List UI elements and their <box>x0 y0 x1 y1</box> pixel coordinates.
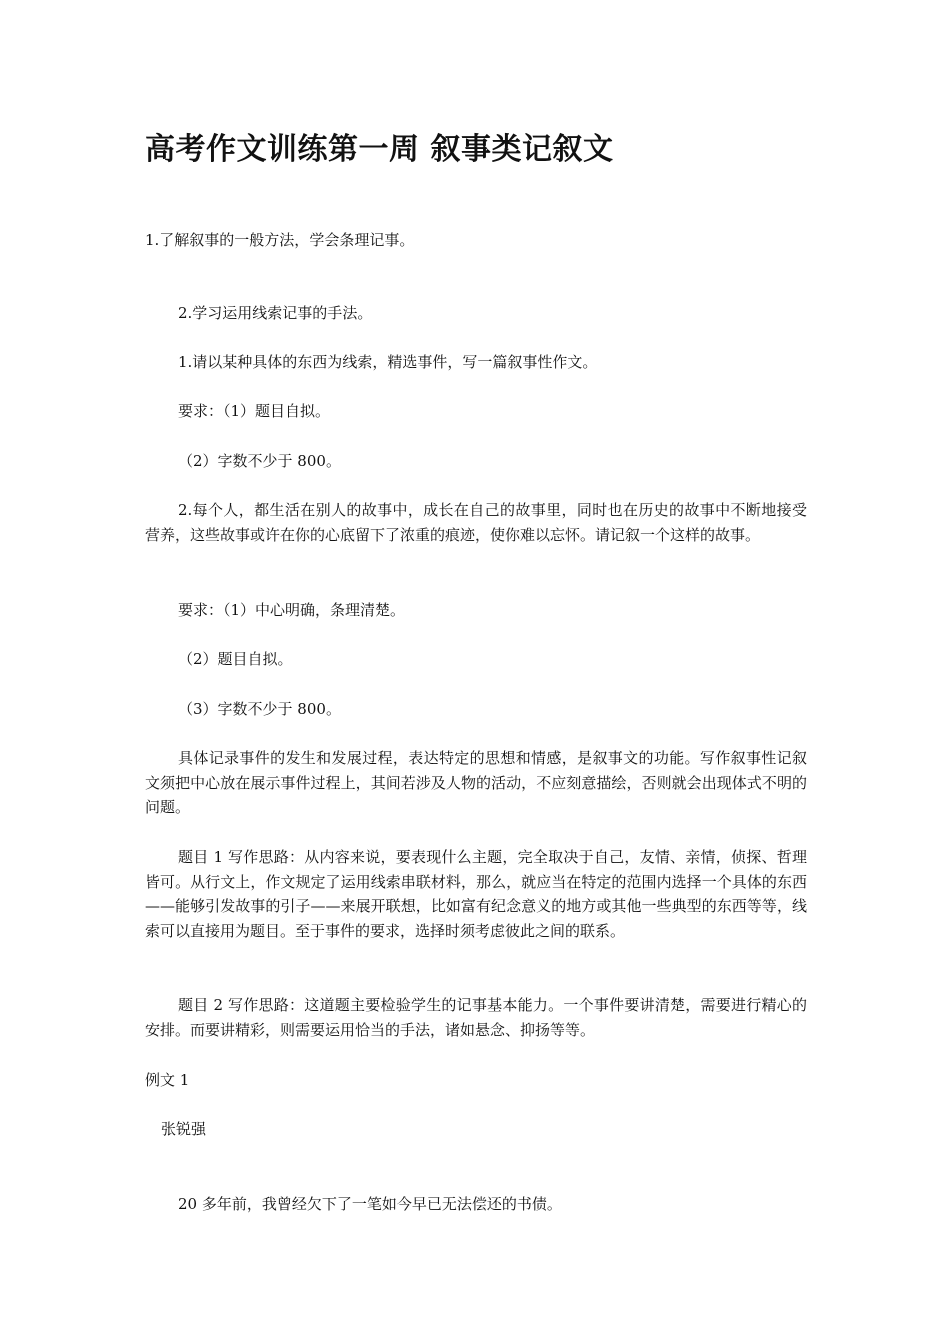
prompt-1-requirement-2: （2）字数不少于 800。 <box>178 452 341 470</box>
prompt-1-requirement-1: 要求：（1）题目自拟。 <box>178 402 331 420</box>
prompt-2-requirement-2: （2）题目自拟。 <box>178 650 293 668</box>
prompt-1-paragraph: 1.请以某种具体的东西为线索，精选事件，写一篇叙事性作文。 <box>178 353 598 371</box>
objective-paragraph-2: 2.学习运用线索记事的手法。 <box>178 304 373 322</box>
guidance-paragraph: 具体记录事件的发生和发展过程，表达特定的思想和情感，是叙事文的功能。写作叙事性记叙文须把中心放在展示事件过程上，其间若涉及人物的活动，不应刻意描绘，否则就会出现体式不明的问题。 <box>145 749 807 816</box>
prompt-2-requirement-1: 要求：（1）中心明确，条理清楚。 <box>178 601 406 619</box>
prompt-2-requirement-3: （3）字数不少于 800。 <box>178 700 341 718</box>
example-heading: 例文 1 <box>145 1071 190 1089</box>
document-title: 高考作文训练第一周 叙事类记叙文 <box>145 132 614 167</box>
example-opening-paragraph: 20 多年前，我曾经欠下了一笔如今早已无法偿还的书债。 <box>178 1195 562 1213</box>
example-author: 张锐强 <box>161 1120 207 1138</box>
prompt-2-paragraph: 2.每个人，都生活在别人的故事中，成长在自己的故事里，同时也在历史的故事中不断地接受营养，这些故事或许在你的心底留下了浓重的痕迹，使你难以忘怀。请记叙一个这样的故事。 <box>145 501 807 544</box>
topic-1-approach-paragraph: 题目 1 写作思路：从内容来说，要表现什么主题，完全取决于自己，友情、亲情，侦探、哲理皆可。从行文上，作文规定了运用线索串联材料，那么，就应当在特定的范围内选择一个具体的东西——能够引发故事的引子——来展开联想，比如富有纪念意义的地方或其他一些典型的东西等等，线索可以直接用为题目。至于事件的要求，选择时须考虑彼此之间的联系。 <box>145 848 807 940</box>
topic-2-approach-paragraph: 题目 2 写作思路：这道题主要检验学生的记事基本能力。一个事件要讲清楚，需要进行精心的安排。而要讲精彩，则需要运用恰当的手法，诸如悬念、抑扬等等。 <box>145 996 807 1039</box>
objective-paragraph-1: 1.了解叙事的一般方法，学会条理记事。 <box>145 231 415 249</box>
